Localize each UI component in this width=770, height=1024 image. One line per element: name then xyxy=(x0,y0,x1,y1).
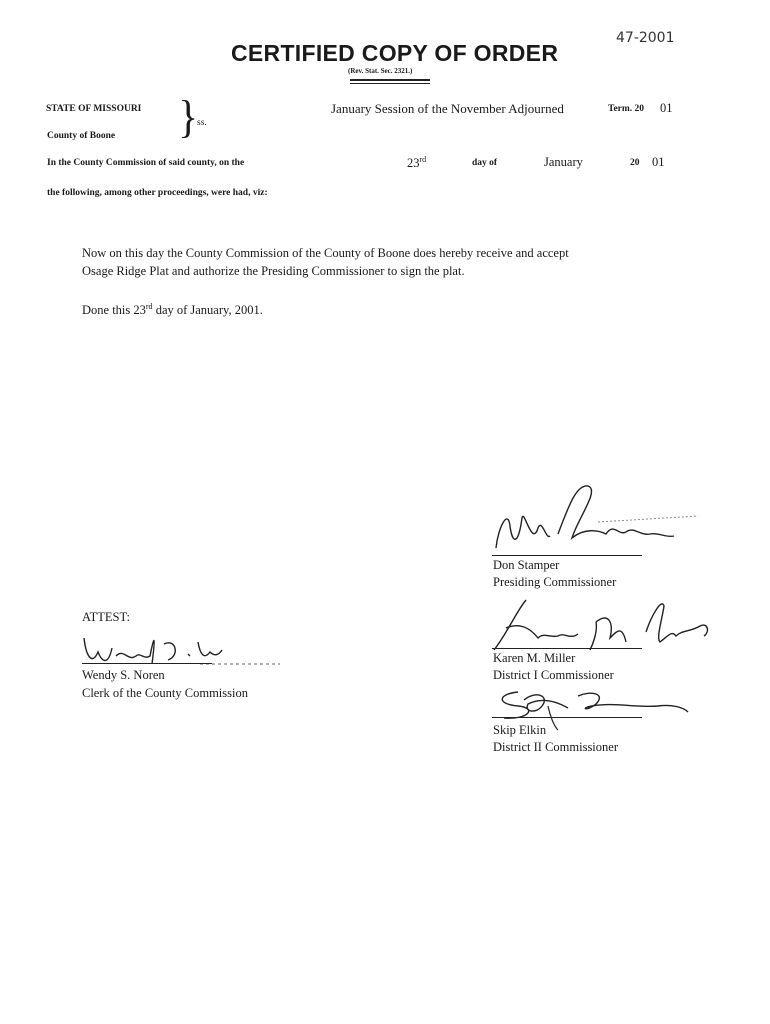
statute-reference: (Rev. Stat. Sec. 2321.) xyxy=(348,67,413,75)
presiding-signature xyxy=(488,478,708,558)
caption-brace: } xyxy=(178,91,198,142)
state-line: STATE OF MISSOURI xyxy=(46,104,142,114)
clerk-name: Wendy S. Noren xyxy=(82,668,165,682)
district1-signature xyxy=(486,592,716,656)
document-number: 47-2001 xyxy=(616,30,675,46)
district1-sig-line xyxy=(492,648,642,649)
term-year: 01 xyxy=(660,101,673,115)
year-prefix: 20 xyxy=(630,158,640,168)
clerk-sig-line xyxy=(82,663,212,664)
order-line-1: Now on this day the County Commission of the County of Boone does hereby receive and accept xyxy=(82,246,569,260)
document-title: CERTIFIED COPY OF ORDER xyxy=(231,40,559,66)
session-text: January Session of the November Adjourned xyxy=(331,101,564,116)
done-line: Done this 23rd day of January, 2001. xyxy=(82,302,263,318)
session-year: 01 xyxy=(652,155,665,169)
term-label: Term. 20 xyxy=(608,104,645,114)
ss-label: ss. xyxy=(197,118,207,128)
presiding-title: Presiding Commissioner xyxy=(493,575,617,589)
district1-name: Karen M. Miller xyxy=(493,651,576,665)
title-underline xyxy=(350,79,430,81)
commission-line: In the County Commission of said county, on the xyxy=(47,158,245,168)
clerk-signature xyxy=(80,626,280,672)
title-underline-thin xyxy=(350,83,430,84)
day-of-label: day of xyxy=(472,158,498,168)
session-day: 23rd xyxy=(407,155,427,171)
county-line: County of Boone xyxy=(47,131,116,141)
district2-sig-line xyxy=(492,717,642,718)
presiding-name: Don Stamper xyxy=(493,558,560,572)
district2-name: Skip Elkin xyxy=(493,723,547,737)
presiding-sig-line xyxy=(492,555,642,556)
session-month: January xyxy=(544,155,583,169)
attest-label: ATTEST: xyxy=(82,610,130,624)
order-line-2: Osage Ridge Plat and authorize the Presiding Commissioner to sign the plat. xyxy=(82,264,465,278)
clerk-title: Clerk of the County Commission xyxy=(82,686,248,700)
district1-title: District I Commissioner xyxy=(493,668,614,682)
district2-title: District II Commissioner xyxy=(493,740,618,754)
proceedings-line: the following, among other proceedings, were had, viz: xyxy=(47,188,268,198)
